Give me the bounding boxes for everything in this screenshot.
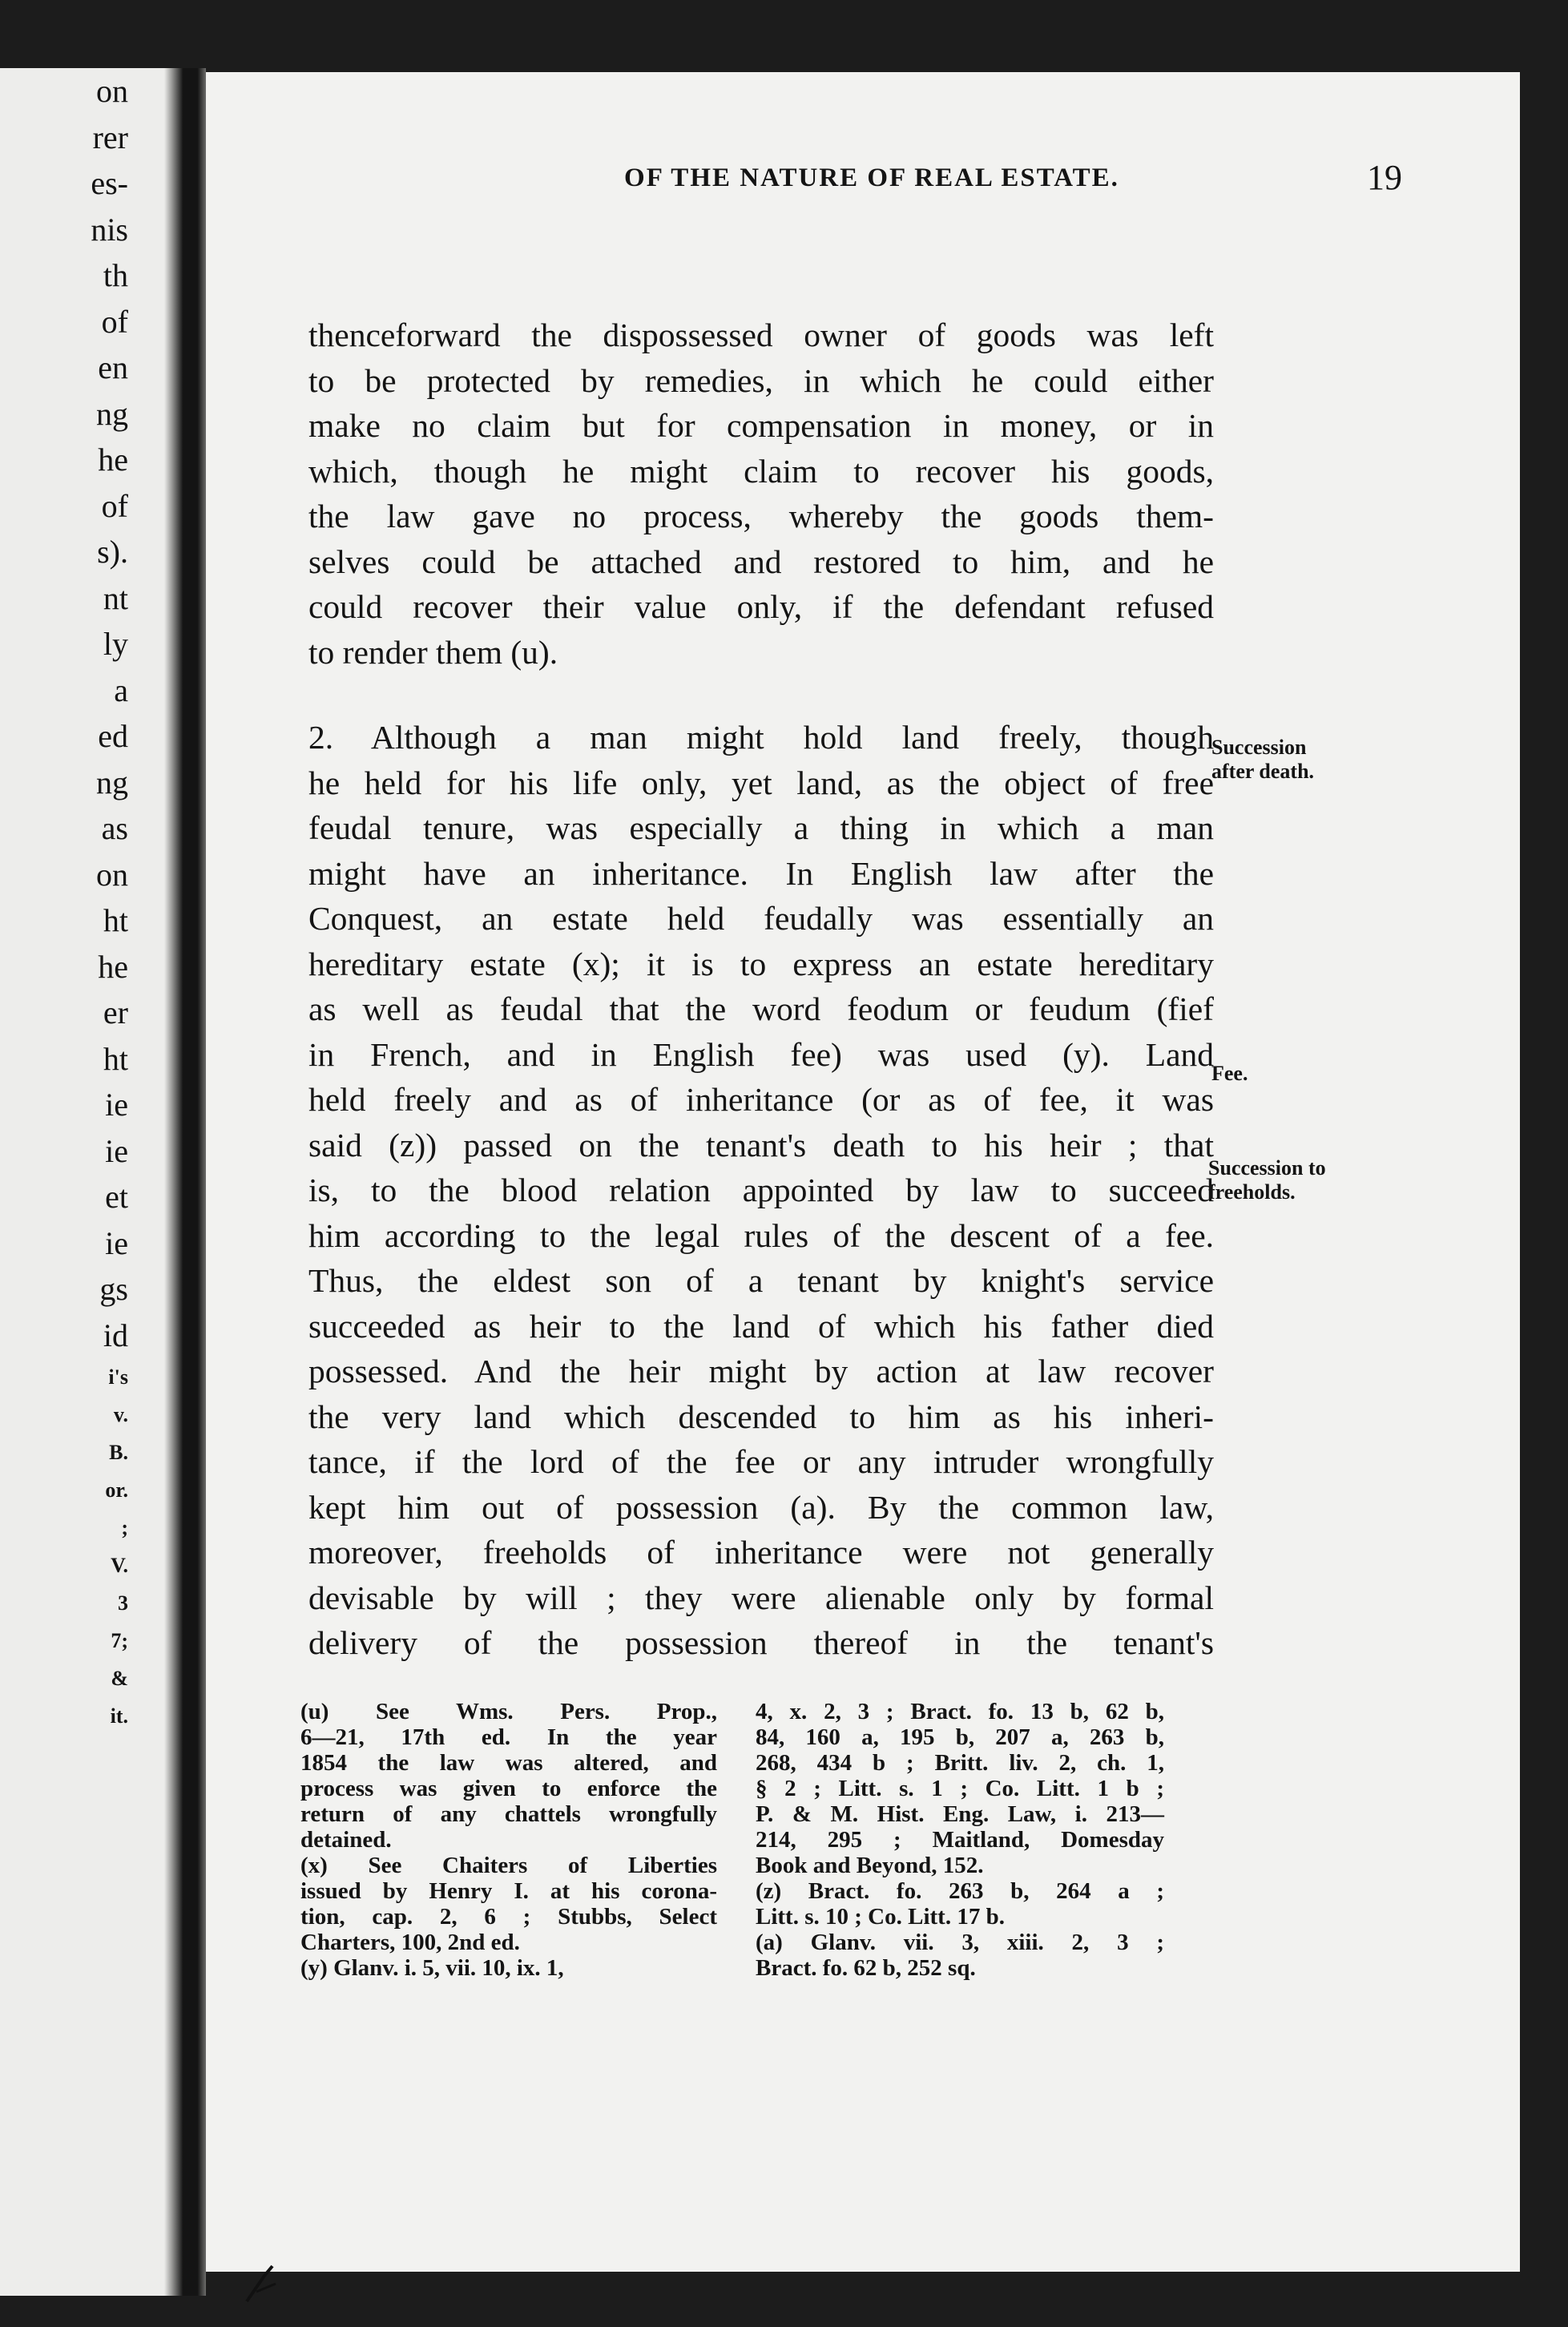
footnote-line: issued by Henry I. at his corona- [300,1878,717,1904]
body-line [308,675,1214,715]
left-page-fragment: gs [99,1271,128,1307]
body-line: as well as feudal that the word feodum or feudum (fief [308,990,1214,1027]
footnote-line: 6—21, 17th ed. In the year [300,1724,717,1750]
left-page-fragment: ly [103,626,128,662]
left-page-fragment: ng [96,395,128,432]
page-corner-mark [240,2260,288,2308]
footnote-line: detained. [300,1827,392,1853]
footnote-line: 84, 160 a, 195 b, 207 a, 263 b, [756,1724,1164,1750]
body-line: could recover their value only, if the defendant refused [308,588,1214,625]
left-page-fragment: er [103,994,128,1030]
body-line: which, though he might claim to recover his goods, [308,452,1214,490]
body-line: moreover, freeholds of inheritance were not generally [308,1534,1214,1571]
body-line: Thus, the eldest son of a tenant by knight's service [308,1262,1214,1299]
body-line: feudal tenure, was especially a thing in which a man [308,809,1214,846]
body-line: delivery of the possession thereof in the tenant's [308,1624,1214,1661]
footnote-line: 1854 the law was altered, and [300,1750,717,1776]
footnote-line: 214, 295 ; Maitland, Domesday [756,1827,1164,1853]
left-page-fragment: et [105,1179,128,1215]
book-gutter [164,68,206,2296]
left-page-fragment: s). [97,534,128,570]
left-page-fragment: B. [109,1441,128,1464]
body-line: in French, and in English fee) was used (y). Land [308,1035,1214,1073]
body-line: possessed. And the heir might by action at law recover [308,1353,1214,1389]
left-page-fragment: 3 [118,1591,128,1615]
footnote-line: (u) See Wms. Pers. Prop., [300,1699,717,1724]
footnote-line: Book and Beyond, 152. [756,1853,984,1878]
left-page-fragment: id [103,1317,128,1353]
left-page-fragment: on [96,73,128,109]
left-page-fragment: ht [103,902,128,938]
left-page-fragment: ng [96,764,128,801]
sidenote-succession-to-freeholds [1208,1156,1326,1204]
left-page-fragment: he [98,442,128,478]
body-line: might have an inheritance. In English law after the [308,854,1214,892]
footnote-line: Bract. fo. 62 b, 252 sq. [756,1955,976,1981]
left-page-fragment: ed [98,718,128,754]
left-page-fragment: ; [121,1516,128,1539]
body-line: the law gave no process, whereby the goods them- [308,498,1214,534]
body-line: said (z)) passed on the tenant's death to his heir ; that [308,1126,1214,1164]
body-line: make no claim but for compensation in money, or in [308,407,1214,444]
left-page-fragment: es- [91,165,128,201]
left-page-fragment: ie [105,1087,128,1123]
sidenote-succession-after-death [1211,736,1314,784]
footnote-line: (z) Bract. fo. 263 b, 264 a ; [756,1878,1164,1904]
footnote-line: 268, 434 b ; Britt. liv. 2, ch. 1, [756,1750,1164,1776]
body-line: hereditary estate (x); it is to express an estate hereditary [308,945,1214,982]
body-line: held freely and as of inheritance (or as of fee, it was [308,1081,1214,1118]
left-page-fragment: it. [110,1704,128,1728]
left-page-fragment: or. [105,1478,128,1502]
left-page-fragment: rer [92,119,128,155]
page-header [271,158,1402,212]
left-page-fragment: he [98,948,128,985]
footnotes-left-column [300,1699,717,1981]
left-page-text-fragments [0,68,128,1735]
running-title: OF THE NATURE OF REAL ESTATE. [624,163,1119,192]
body-line: kept him out of possession (a). By the common law, [308,1488,1214,1526]
left-page-edge [0,68,167,2296]
sidenote-line: after death. [1211,760,1315,783]
sidenote-line: Fee. [1211,1062,1248,1085]
left-page-fragment: v. [113,1403,128,1426]
body-line: him according to the legal rules of the descent of a fee. [308,1216,1214,1254]
left-page-fragment: on [96,856,128,893]
left-page-fragment: of [101,303,128,340]
body-line: 2. Although a man might hold land freely, though [308,719,1214,756]
body-text [308,313,1214,1666]
body-line: tance, if the lord of the fee or any intruder wrongfully [308,1443,1214,1480]
left-page-fragment: nis [91,211,128,248]
footnote-line: (y) Glanv. i. 5, vii. 10, ix. 1, [300,1955,564,1981]
body-line: to render them (u). [308,633,558,671]
left-page-fragment: & [111,1667,128,1690]
left-page-fragment: ie [105,1132,128,1169]
sidenote-fee [1211,1062,1248,1086]
footnote-line: return of any chattels wrongfully [300,1801,717,1827]
body-line: he held for his life only, yet land, as the object of free [308,764,1214,801]
sidenote-line: Succession [1211,736,1307,759]
left-page-fragment: nt [103,579,128,616]
footnote-line: 4, x. 2, 3 ; Bract. fo. 13 b, 62 b, [756,1699,1164,1724]
footnote-line: Litt. s. 10 ; Co. Litt. 17 b. [756,1904,1005,1930]
footnote-line: (a) Glanv. vii. 3, xiii. 2, 3 ; [756,1930,1164,1955]
body-line: is, to the blood relation appointed by law to succeed [308,1172,1214,1208]
body-line: thenceforward the dispossessed owner of goods was left [308,317,1214,353]
body-line: the very land which descended to him as his inheri- [308,1397,1214,1435]
sidenote-line: Succession to [1208,1156,1326,1180]
page-number: 19 [1367,158,1402,197]
footnote-line: tion, cap. 2, 6 ; Stubbs, Select [300,1904,717,1930]
left-page-fragment: en [98,349,128,385]
left-page-fragment: ht [103,1040,128,1077]
left-page-fragment: a [114,671,128,708]
footnote-line: process was given to enforce the [300,1776,717,1801]
left-page-fragment: V. [111,1554,128,1577]
sidenote-line: freeholds. [1208,1180,1296,1204]
body-line: to be protected by remedies, in which he could either [308,361,1214,399]
footnotes-right-column [756,1699,1164,1981]
left-page-fragment: i's [108,1365,128,1389]
body-line: Conquest, an estate held feudally was essentially an [308,900,1214,937]
footnote-line: § 2 ; Litt. s. 1 ; Co. Litt. 1 b ; [756,1776,1164,1801]
left-page-fragment: ie [105,1224,128,1261]
footnote-line: (x) See Chaiters of Liberties [300,1853,717,1878]
left-page-fragment: of [101,487,128,524]
body-line: selves could be attached and restored to him, and he [308,542,1214,580]
body-line: succeeded as heir to the land of which his father died [308,1307,1214,1345]
left-page-fragment: as [101,810,128,846]
footnote-line: P. & M. Hist. Eng. Law, i. 213— [756,1801,1164,1827]
footnote-line: Charters, 100, 2nd ed. [300,1930,520,1955]
left-page-fragment: th [103,257,128,293]
body-line: devisable by will ; they were alienable only by formal [308,1579,1214,1616]
left-page-fragment: 7; [111,1629,128,1652]
